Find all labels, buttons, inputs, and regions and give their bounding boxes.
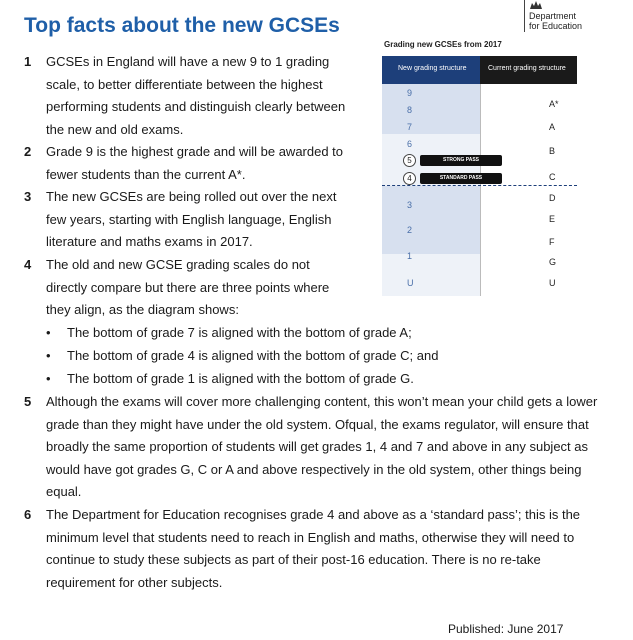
fact-line: the new and old exams. [46, 121, 184, 137]
header-current-structure [480, 56, 577, 84]
new-grade-label: 1 [407, 251, 413, 261]
fact-number: 6 [24, 507, 32, 522]
fact-line: directly compare but there are three points where [46, 279, 330, 295]
fact-line: The old and new GCSE grading scales do not [46, 257, 310, 272]
fact-line: scale, to better differentiate between the highest [46, 76, 323, 92]
bullet-dot: • [46, 325, 51, 340]
fact-line: GCSEs in England will have a new 9 to 1 grading [46, 54, 330, 69]
current-grade-label: A [549, 122, 556, 132]
bullet-text: The bottom of grade 4 is aligned with the bottom of grade C; and [67, 348, 439, 363]
fact-line: fewer students than the current A*. [46, 166, 246, 182]
header-new-label: New grading structure [398, 65, 467, 72]
new-grade-label: U [407, 278, 414, 288]
fact-line: The new GCSEs are being rolled out over the next [46, 189, 337, 204]
fact-line: continue to study these subjects as part of their post-16 education. There is no re-take [46, 552, 541, 568]
fact-line: literature and maths exams in 2017. [46, 234, 253, 250]
current-grade-label: F [549, 237, 555, 247]
bullet-text: The bottom of grade 1 is aligned with the bottom of grade G. [67, 371, 414, 386]
grade-band-top [382, 84, 480, 134]
header-current-label: Current grading structure [488, 65, 566, 72]
fact-line: grade than they might have under the old system. Ofqual, the exams regulator, will ensure that [46, 416, 589, 432]
fact-line: would have got grades G, C or A and above respectively in the old system, other things being [46, 461, 582, 477]
published-date: Published: June 2017 [448, 622, 564, 636]
new-grade-label: 3 [407, 200, 413, 210]
bullet-dot: • [46, 348, 51, 363]
current-grade-label: G [549, 257, 557, 267]
standard-pass-label: STANDARD PASS [420, 173, 502, 184]
logo-line-2: for Education [529, 21, 583, 31]
logo-line-1: Department [529, 11, 577, 21]
dfe-logo [520, 0, 630, 34]
new-grade-label: 6 [407, 139, 413, 149]
fact-line: broadly the same proportion of students will get grades 1, 4 and 7 and above in any subject as [46, 439, 589, 455]
logo-rule [524, 0, 525, 32]
new-grade-label: 7 [407, 122, 413, 132]
current-grade-label: D [549, 193, 556, 203]
new-grade-circle: 4 [403, 172, 416, 185]
current-grade-label: C [549, 172, 556, 182]
fact-line: Grade 9 is the highest grade and will be awarded to [46, 144, 344, 159]
page-title: Top facts about the new GCSEs [24, 14, 340, 37]
new-grade-label: 8 [407, 105, 413, 115]
diagram-title: Grading new GCSEs from 2017 [384, 40, 502, 49]
bullet-dot: • [46, 371, 51, 386]
new-grade-label: 2 [407, 225, 413, 235]
fact-line: they align, as the diagram shows: [46, 302, 239, 318]
fact-line: The Department for Education recognises grade 4 and above as a ‘standard pass’; this is the [46, 507, 581, 522]
current-grade-label: U [549, 278, 556, 288]
fact-line: minimum level that students need to reach in English and maths, otherwise they will need to [46, 529, 575, 545]
bullet-text: The bottom of grade 7 is aligned with the bottom of grade A; [67, 325, 412, 340]
fact-line: few years, starting with English language, English [46, 211, 332, 227]
header-new-structure [382, 56, 480, 84]
current-grade-label: B [549, 146, 556, 156]
strong-pass-label: STRONG PASS [420, 155, 502, 166]
fact-number: 4 [24, 257, 32, 272]
crest-icon [529, 0, 543, 10]
fact-line: equal. [46, 484, 82, 500]
current-grade-label: A* [549, 99, 559, 109]
standard-pass-divider [382, 185, 577, 186]
new-grade-label: 9 [407, 88, 413, 98]
fact-number: 1 [24, 54, 32, 69]
new-grade-circle: 5 [403, 154, 416, 167]
fact-line: Although the exams will cover more challenging content, this won’t mean your child gets a lower [46, 394, 598, 409]
fact-line: requirement for other subjects. [46, 574, 223, 590]
grade-band-lower [382, 186, 480, 254]
grading-diagram [382, 56, 577, 296]
current-grades-column [480, 84, 577, 296]
current-grade-label: E [549, 214, 556, 224]
fact-number: 2 [24, 144, 32, 159]
fact-number: 5 [24, 394, 32, 409]
fact-number: 3 [24, 189, 32, 204]
fact-line: performing students and distinguish clearly between [46, 99, 346, 115]
